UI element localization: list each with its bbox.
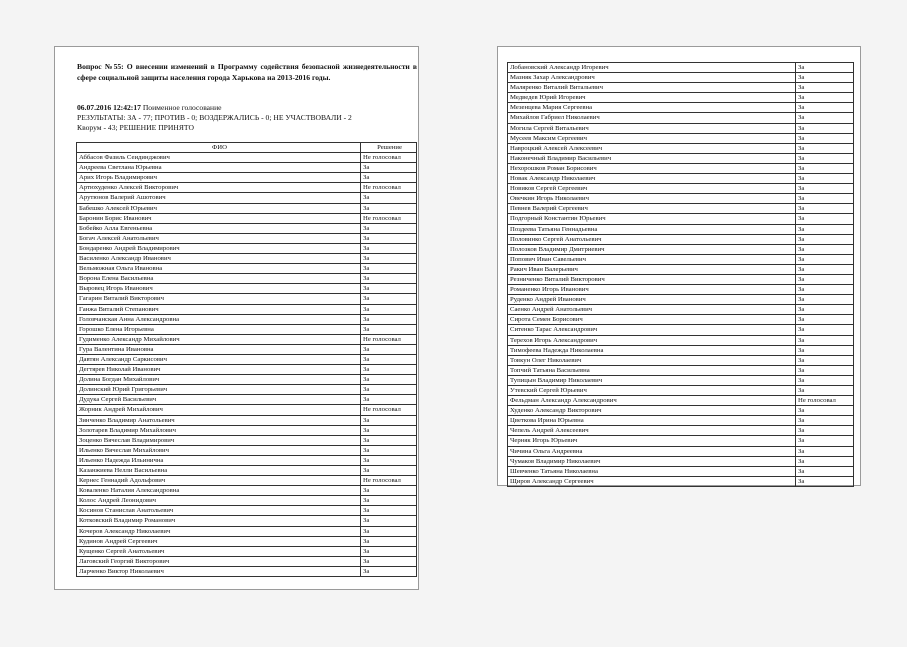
vote-timestamp: 06.07.2016 12:42:17 xyxy=(77,103,141,112)
table-row xyxy=(77,284,417,294)
table-row xyxy=(508,456,854,466)
vote-decision: За xyxy=(796,163,854,173)
deputy-name: Ситенко Тарас Александрович xyxy=(508,325,796,335)
table-row xyxy=(508,143,854,153)
vote-decision: За xyxy=(361,314,417,324)
table-row xyxy=(77,455,417,465)
table-row xyxy=(508,93,854,103)
deputy-name: Чичина Ольга Андреевна xyxy=(508,446,796,456)
table-row xyxy=(508,194,854,204)
table-row xyxy=(508,406,854,416)
deputy-name: Резниченко Виталий Викторович xyxy=(508,274,796,284)
vote-decision: За xyxy=(796,426,854,436)
deputy-name: Мезенцева Мария Сергеевна xyxy=(508,103,796,113)
table-row xyxy=(508,335,854,345)
deputy-name: Аббасов Фазиль Сеидинджович xyxy=(77,153,361,163)
table-row xyxy=(508,285,854,295)
deputy-name: Полозков Владимир Дмитриевич xyxy=(508,244,796,254)
vote-decision: За xyxy=(361,294,417,304)
vote-decision: За xyxy=(361,455,417,465)
table-row xyxy=(508,466,854,476)
table-row xyxy=(508,103,854,113)
deputy-name: Арих Игорь Владимирович xyxy=(77,173,361,183)
vote-decision: За xyxy=(796,315,854,325)
vote-decision: За xyxy=(361,516,417,526)
table-row xyxy=(77,173,417,183)
table-row xyxy=(77,314,417,324)
deputy-name: Кущенко Сергей Анатольевич xyxy=(77,546,361,556)
vote-decision: За xyxy=(361,556,417,566)
deputy-name: Гудименко Александр Михайлович xyxy=(77,334,361,344)
deputy-name: Маляренко Виталий Витальевич xyxy=(508,83,796,93)
deputy-name: Ворона Елена Васильевна xyxy=(77,274,361,284)
table-row xyxy=(508,386,854,396)
vote-decision: За xyxy=(796,305,854,315)
vote-decision: За xyxy=(361,274,417,284)
table-row xyxy=(77,435,417,445)
deputy-name: Нехорошков Роман Борисович xyxy=(508,163,796,173)
deputy-name: Гура Валентина Ивановна xyxy=(77,344,361,354)
table-row xyxy=(508,274,854,284)
table-row xyxy=(77,546,417,556)
deputy-name: Кернес Геннадий Адольфович xyxy=(77,476,361,486)
table-row xyxy=(508,63,854,73)
table-row xyxy=(77,354,417,364)
vote-table-left-body xyxy=(77,153,417,577)
table-row xyxy=(77,264,417,274)
table-row xyxy=(508,214,854,224)
deputy-name: Ильенко Вячеслав Михайлович xyxy=(77,445,361,455)
deputy-name: Наконечный Владимир Васильевич xyxy=(508,153,796,163)
vote-decision: За xyxy=(361,496,417,506)
table-row xyxy=(77,365,417,375)
deputy-name: Баронин Борис Иванович xyxy=(77,213,361,223)
table-row xyxy=(77,506,417,516)
deputy-name: Утевский Сергей Юрьевич xyxy=(508,386,796,396)
vote-decision: За xyxy=(796,355,854,365)
vote-decision: За xyxy=(796,456,854,466)
table-row xyxy=(77,536,417,546)
deputy-name: Андреева Светлана Юрьевна xyxy=(77,163,361,173)
deputy-name: Богач Алексей Анатольевич xyxy=(77,233,361,243)
deputy-name: Овечкин Игорь Николаевич xyxy=(508,194,796,204)
table-row xyxy=(77,223,417,233)
vote-decision: За xyxy=(361,233,417,243)
vote-decision: За xyxy=(796,153,854,163)
vote-decision: За xyxy=(796,386,854,396)
deputy-name: Долина Богдан Михайлович xyxy=(77,375,361,385)
vote-decision: За xyxy=(796,234,854,244)
vote-table-right xyxy=(507,62,854,487)
deputy-name: Головчанская Анна Александровна xyxy=(77,314,361,324)
table-row xyxy=(508,375,854,385)
vote-decision: За xyxy=(796,93,854,103)
deputy-name: Худенко Александр Викторович xyxy=(508,406,796,416)
deputy-name: Лобановский Александр Игоревич xyxy=(508,63,796,73)
vote-decision: Не голосовал xyxy=(361,405,417,415)
vote-decision: За xyxy=(361,395,417,405)
table-row xyxy=(508,73,854,83)
vote-decision: За xyxy=(796,375,854,385)
deputy-name: Косинов Станислав Анатольевич xyxy=(77,506,361,516)
deputy-name: Кочеров Александр Николаевич xyxy=(77,526,361,536)
vote-decision: За xyxy=(796,63,854,73)
table-row xyxy=(77,496,417,506)
column-header-decision: Решение xyxy=(361,143,417,153)
vote-decision: За xyxy=(796,325,854,335)
table-row xyxy=(77,183,417,193)
table-row xyxy=(77,445,417,455)
table-row xyxy=(77,203,417,213)
table-row xyxy=(77,243,417,253)
vote-decision: За xyxy=(796,244,854,254)
table-row xyxy=(508,224,854,234)
deputy-name: Кудинов Андрей Сергеевич xyxy=(77,536,361,546)
vote-decision: За xyxy=(361,466,417,476)
deputy-name: Михайлов Габриел Николаевич xyxy=(508,113,796,123)
vote-decision: За xyxy=(796,406,854,416)
table-row xyxy=(508,133,854,143)
table-row xyxy=(77,425,417,435)
table-row xyxy=(508,153,854,163)
vote-decision: За xyxy=(796,476,854,486)
deputy-name: Ракич Иван Валерьевич xyxy=(508,264,796,274)
table-row xyxy=(508,234,854,244)
vote-decision: За xyxy=(796,143,854,153)
table-row xyxy=(508,113,854,123)
vote-decision: За xyxy=(361,486,417,496)
table-row xyxy=(508,446,854,456)
vote-decision: Не голосовал xyxy=(361,213,417,223)
vote-decision: За xyxy=(361,284,417,294)
vote-decision: За xyxy=(361,385,417,395)
vote-decision: За xyxy=(796,83,854,93)
vote-decision: За xyxy=(796,285,854,295)
table-row xyxy=(508,163,854,173)
table-row xyxy=(508,83,854,93)
vote-decision: Не голосовал xyxy=(361,153,417,163)
deputy-name: Мазняк Захар Александрович xyxy=(508,73,796,83)
deputy-name: Вельможная Ольга Ивановна xyxy=(77,264,361,274)
document-page-right xyxy=(497,46,861,486)
column-header-name: ФИО xyxy=(77,143,361,153)
vote-decision: За xyxy=(361,193,417,203)
deputy-name: Ларченко Виктор Николаевич xyxy=(77,566,361,576)
deputy-name: Зоценко Вячеслав Владимирович xyxy=(77,435,361,445)
vote-decision: За xyxy=(796,103,854,113)
vote-decision: За xyxy=(361,435,417,445)
deputy-name: Топчий Татьяна Васильевна xyxy=(508,365,796,375)
deputy-name: Выровец Игорь Иванович xyxy=(77,284,361,294)
question-title: Вопрос №55: О внесении изменений в Программу содействия безопасной жизнедеятельности в сфере социальной защиты населения города Харькова на 2013-2016 годы. xyxy=(77,62,417,82)
deputy-name: Лаговский Георгий Викторович xyxy=(77,556,361,566)
vote-decision: Не голосовал xyxy=(361,334,417,344)
vote-table-right-body xyxy=(508,63,854,487)
deputy-name: Артюхуденко Алексей Викторович xyxy=(77,183,361,193)
vote-decision: За xyxy=(361,566,417,576)
table-row xyxy=(508,355,854,365)
vote-decision: За xyxy=(796,345,854,355)
table-row xyxy=(77,395,417,405)
deputy-name: Саенко Андрей Анатольевич xyxy=(508,305,796,315)
vote-decision: За xyxy=(361,354,417,364)
deputy-name: Сирота Семен Борисович xyxy=(508,315,796,325)
deputy-name: Мусеев Максим Сергеевич xyxy=(508,133,796,143)
vote-decision: За xyxy=(361,243,417,253)
vote-results: РЕЗУЛЬТАТЫ: ЗА - 77; ПРОТИВ - 0; ВОЗДЕРЖАЛИСЬ - 0; НЕ УЧАСТВОВАЛИ - 2 xyxy=(77,113,352,122)
table-row xyxy=(77,193,417,203)
vote-decision: За xyxy=(796,335,854,345)
vote-decision: За xyxy=(796,466,854,476)
deputy-name: Шевченко Татьяна Николаевна xyxy=(508,466,796,476)
table-row xyxy=(508,345,854,355)
deputy-name: Терехов Игорь Александрович xyxy=(508,335,796,345)
deputy-name: Коваленко Наталия Александровна xyxy=(77,486,361,496)
table-row xyxy=(508,396,854,406)
vote-decision: За xyxy=(361,173,417,183)
vote-decision: За xyxy=(796,264,854,274)
table-row xyxy=(508,325,854,335)
vote-decision: За xyxy=(361,163,417,173)
table-row xyxy=(77,476,417,486)
deputy-name: Дегтярев Николай Иванович xyxy=(77,365,361,375)
table-row xyxy=(508,305,854,315)
deputy-name: Дудука Сергей Васильевич xyxy=(77,395,361,405)
vote-decision: Не голосовал xyxy=(361,476,417,486)
vote-decision: За xyxy=(361,304,417,314)
deputy-name: Щиров Александр Сергеевич xyxy=(508,476,796,486)
vote-decision: За xyxy=(796,123,854,133)
vote-decision: За xyxy=(796,295,854,305)
table-row xyxy=(77,324,417,334)
vote-decision: За xyxy=(796,73,854,83)
deputy-name: Новиков Сергей Сергеевич xyxy=(508,184,796,194)
table-row xyxy=(77,163,417,173)
deputy-name: Чумаков Владимир Николаевич xyxy=(508,456,796,466)
deputy-name: Давтян Александр Саркисович xyxy=(77,354,361,364)
table-header-row xyxy=(77,143,417,153)
deputy-name: Подгорный Константин Юрьевич xyxy=(508,214,796,224)
deputy-name: Навроцкий Алексей Алексеевич xyxy=(508,143,796,153)
deputy-name: Фельдман Александр Александрович xyxy=(508,396,796,406)
deputy-name: Золотарев Владимир Михайлович xyxy=(77,425,361,435)
table-row xyxy=(77,294,417,304)
vote-decision: За xyxy=(796,204,854,214)
table-row xyxy=(508,204,854,214)
table-row xyxy=(508,123,854,133)
vote-quorum: Кворум - 43; РЕШЕНИЕ ПРИНЯТО xyxy=(77,123,194,132)
table-row xyxy=(508,295,854,305)
document-page-left xyxy=(54,46,419,590)
table-row xyxy=(77,334,417,344)
deputy-name: Медведев Юрий Игоревич xyxy=(508,93,796,103)
deputy-name: Бабешко Алексей Юрьевич xyxy=(77,203,361,213)
deputy-name: Могила Сергей Витальевич xyxy=(508,123,796,133)
table-row xyxy=(77,213,417,223)
deputy-name: Арутюнов Валерий Ашотович xyxy=(77,193,361,203)
table-row xyxy=(508,264,854,274)
vote-decision: За xyxy=(796,113,854,123)
vote-decision: За xyxy=(361,365,417,375)
vote-decision: За xyxy=(796,254,854,264)
table-row xyxy=(77,516,417,526)
table-row xyxy=(508,416,854,426)
table-row xyxy=(508,174,854,184)
table-row xyxy=(77,486,417,496)
vote-decision: За xyxy=(796,436,854,446)
vote-decision: За xyxy=(361,264,417,274)
table-row xyxy=(508,315,854,325)
vote-decision: За xyxy=(796,214,854,224)
deputy-name: Руденко Андрей Иванович xyxy=(508,295,796,305)
vote-decision: За xyxy=(796,416,854,426)
vote-decision: За xyxy=(796,133,854,143)
deputy-name: Тупицын Владимир Николаевич xyxy=(508,375,796,385)
vote-decision: За xyxy=(361,425,417,435)
vote-decision: За xyxy=(796,174,854,184)
table-row xyxy=(77,375,417,385)
vote-table-left xyxy=(76,142,417,577)
vote-decision: За xyxy=(796,446,854,456)
table-row xyxy=(77,254,417,264)
deputy-name: Горошко Елена Игорьевна xyxy=(77,324,361,334)
vote-decision: За xyxy=(796,365,854,375)
vote-decision: За xyxy=(361,223,417,233)
deputy-name: Попович Иван Савельевич xyxy=(508,254,796,264)
table-row xyxy=(77,415,417,425)
vote-decision: За xyxy=(361,445,417,455)
table-row xyxy=(77,526,417,536)
vote-decision: За xyxy=(796,274,854,284)
vote-decision: За xyxy=(361,415,417,425)
vote-decision: За xyxy=(361,344,417,354)
vote-decision: За xyxy=(361,254,417,264)
vote-decision: За xyxy=(361,506,417,516)
deputy-name: Чепель Андрей Алексеевич xyxy=(508,426,796,436)
deputy-name: Колос Андрей Леонидович xyxy=(77,496,361,506)
table-row xyxy=(508,244,854,254)
vote-decision: За xyxy=(361,324,417,334)
vote-decision: За xyxy=(361,536,417,546)
vote-decision: За xyxy=(796,224,854,234)
table-row xyxy=(77,556,417,566)
deputy-name: Цветкова Ирина Юрьевна xyxy=(508,416,796,426)
table-row xyxy=(77,344,417,354)
deputy-name: Долинский Юрий Григорьевич xyxy=(77,385,361,395)
table-row xyxy=(77,274,417,284)
deputy-name: Казанжиева Нелли Васильевна xyxy=(77,466,361,476)
vote-decision: За xyxy=(796,194,854,204)
deputy-name: Певнев Валерий Сергеевич xyxy=(508,204,796,214)
deputy-name: Поздеева Татьяна Геннадьевна xyxy=(508,224,796,234)
vote-decision: За xyxy=(361,546,417,556)
table-row xyxy=(77,405,417,415)
deputy-name: Тимофеева Надежда Николаевна xyxy=(508,345,796,355)
table-row xyxy=(77,153,417,163)
table-row xyxy=(508,436,854,446)
deputy-name: Гагарин Виталий Викторович xyxy=(77,294,361,304)
deputy-name: Романенко Игорь Иванович xyxy=(508,285,796,295)
deputy-name: Ильенко Надежда Ильинична xyxy=(77,455,361,465)
deputy-name: Новак Александр Николаевич xyxy=(508,174,796,184)
deputy-name: Ганжа Виталий Степанович xyxy=(77,304,361,314)
vote-type: Поименное голосование xyxy=(142,103,222,112)
vote-decision: За xyxy=(361,375,417,385)
deputy-name: Черняк Игорь Юрьевич xyxy=(508,436,796,446)
table-row xyxy=(77,566,417,576)
table-row xyxy=(77,385,417,395)
vote-decision: За xyxy=(361,203,417,213)
table-row xyxy=(77,233,417,243)
vote-timestamp-line xyxy=(77,103,417,113)
table-row xyxy=(508,184,854,194)
table-row xyxy=(508,476,854,486)
deputy-name: Бобейко Алла Евгеньевна xyxy=(77,223,361,233)
table-row xyxy=(508,365,854,375)
vote-decision: За xyxy=(796,184,854,194)
vote-decision: За xyxy=(361,526,417,536)
table-row xyxy=(508,426,854,436)
deputy-name: Жорник Андрей Михайлович xyxy=(77,405,361,415)
deputy-name: Зинченко Владимир Анатольевич xyxy=(77,415,361,425)
deputy-name: Василенко Александр Иванович xyxy=(77,254,361,264)
deputy-name: Котковский Владимир Романович xyxy=(77,516,361,526)
table-row xyxy=(77,304,417,314)
vote-decision: Не голосовал xyxy=(796,396,854,406)
deputy-name: Бондаренко Андрей Владимирович xyxy=(77,243,361,253)
vote-decision: Не голосовал xyxy=(361,183,417,193)
deputy-name: Половинко Сергей Анатольевич xyxy=(508,234,796,244)
deputy-name: Товкун Олег Николаевич xyxy=(508,355,796,365)
table-row xyxy=(77,466,417,476)
table-row xyxy=(508,254,854,264)
